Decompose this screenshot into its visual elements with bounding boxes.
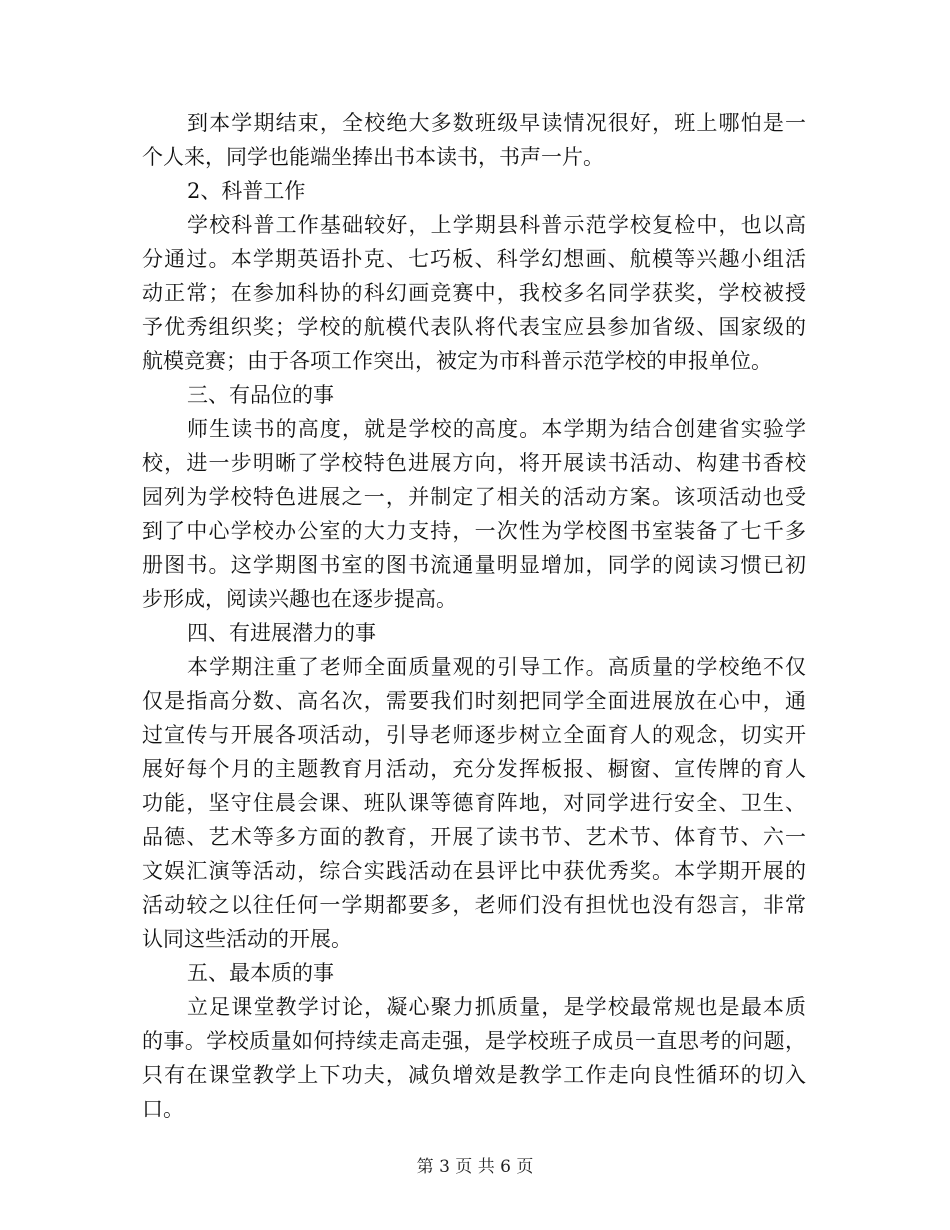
text-line: 活动较之以往任何一学期都要多，老师们没有担忧也没有怨言，非常 xyxy=(142,893,806,917)
paragraph xyxy=(142,990,806,1126)
text-line: 品德、艺术等多方面的教育，开展了读书节、艺术节、体育节、六一 xyxy=(142,825,806,849)
section-heading xyxy=(142,378,806,412)
text-line: 册图书。这学期图书室的图书流通量明显增加，同学的阅读习惯已初 xyxy=(142,553,806,577)
text-line: 认同这些活动的开展。 xyxy=(142,927,352,951)
paragraph xyxy=(142,650,806,956)
paragraph xyxy=(142,412,806,616)
text-line: 只有在课堂教学上下功夫，减负增效是教学工作走向良性循环的切入 xyxy=(142,1063,806,1087)
document-body xyxy=(142,106,806,1126)
text-line: 师生读书的高度，就是学校的高度。本学期为结合创建省实验学 xyxy=(187,417,806,441)
text-line: 步形成，阅读兴趣也在逐步提高。 xyxy=(142,587,457,611)
text-line: 功能，坚守住晨会课、班队课等德育阵地，对同学进行安全、卫生、 xyxy=(142,791,806,815)
section-heading xyxy=(142,956,806,990)
text-line: 口。 xyxy=(142,1097,184,1121)
text-line: 到本学期结束，全校绝大多数班级早读情况很好，班上哪怕是一 xyxy=(187,111,806,135)
paragraph xyxy=(142,106,806,174)
section-heading xyxy=(142,174,806,208)
text-line: 三、有品位的事 xyxy=(187,383,334,407)
text-line: 立足课堂教学讨论，凝心聚力抓质量，是学校最常规也是最本质 xyxy=(187,995,806,1019)
text-line: 本学期注重了老师全面质量观的引导工作。高质量的学校绝不仅 xyxy=(187,655,806,679)
paragraph xyxy=(142,208,806,378)
text-line: 文娱汇演等活动，综合实践活动在县评比中获优秀奖。本学期开展的 xyxy=(142,859,806,883)
text-line: 航模竞赛；由于各项工作突出，被定为市科普示范学校的申报单位。 xyxy=(142,349,772,373)
text-line: 展好每个月的主题教育月活动，充分发挥板报、橱窗、宣传牌的育人 xyxy=(142,757,806,781)
text-line: 到了中心学校办公室的大力支持，一次性为学校图书室装备了七千多 xyxy=(142,519,806,543)
text-line: 的事。学校质量如何持续走高走强，是学校班子成员一直思考的问题， xyxy=(142,1029,806,1053)
section-heading xyxy=(142,616,806,650)
text-line: 分通过。本学期英语扑克、七巧板、科学幻想画、航模等兴趣小组活 xyxy=(142,247,806,271)
text-line: 动正常；在参加科协的科幻画竞赛中，我校多名同学获奖，学校被授 xyxy=(142,281,806,305)
text-line: 园列为学校特色进展之一，并制定了相关的活动方案。该项活动也受 xyxy=(142,485,806,509)
text-line: 个人来，同学也能端坐捧出书本读书，书声一片。 xyxy=(142,145,604,169)
text-line: 学校科普工作基础较好，上学期县科普示范学校复检中，也以高 xyxy=(187,213,806,237)
text-line: 过宣传与开展各项活动，引导老师逐步树立全面育人的观念，切实开 xyxy=(142,723,806,747)
text-line: 2、科普工作 xyxy=(187,179,306,203)
text-line: 四、有进展潜力的事 xyxy=(187,621,376,645)
text-line: 予优秀组织奖；学校的航模代表队将代表宝应县参加省级、国家级的 xyxy=(142,315,806,339)
text-line: 校，进一步明晰了学校特色进展方向，将开展读书活动、构建书香校 xyxy=(142,451,806,475)
text-line: 五、最本质的事 xyxy=(187,961,334,985)
page-footer: 第 3 页 共 6 页 xyxy=(416,1157,534,1177)
text-line: 仅是指高分数、高名次，需要我们时刻把同学全面进展放在心中，通 xyxy=(142,689,806,713)
